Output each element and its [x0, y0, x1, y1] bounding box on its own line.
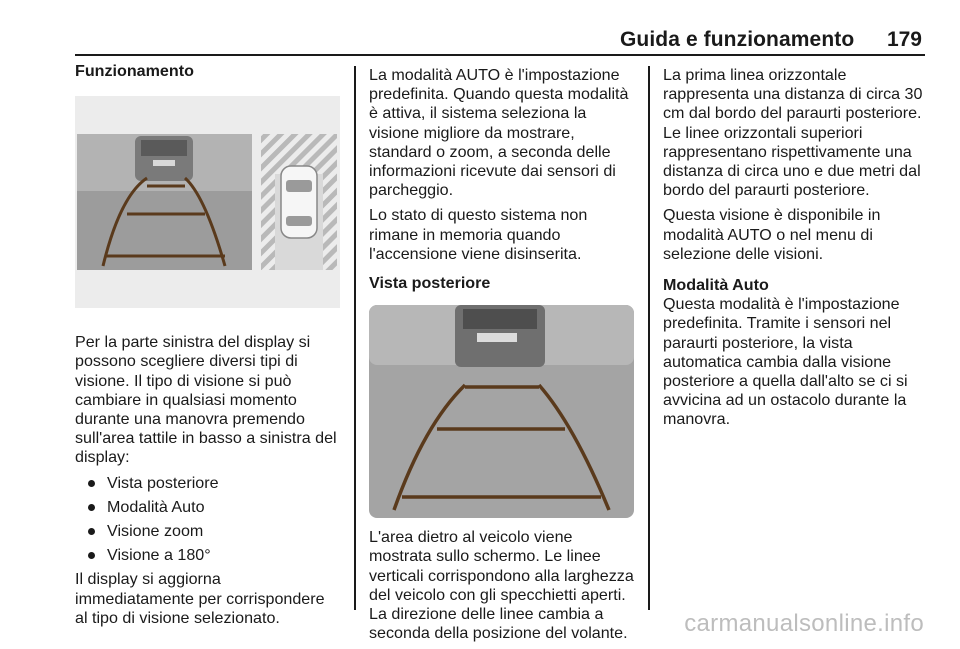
column-3	[663, 66, 929, 436]
column-2	[369, 66, 635, 649]
rear-view-camera-figure	[369, 305, 634, 518]
camera-display-figure	[75, 96, 340, 308]
paragraph: Per la parte sinistra del display si possono scegliere diversi tipi di visione. Il tipo di visione si può cambiare in qualsiasi momento durante una manovra premendo sull'area tattile in basso a sinistra del display:	[75, 333, 337, 467]
section-heading-modalita-auto: Modalità Auto	[663, 276, 769, 295]
paragraph: L'area dietro al veicolo viene mostrata sullo schermo. Le linee verticali corrispondono alla larghezza del veicolo con gli specchietti aperti. La direzione delle linee cambia a seconda della posizione del volante.	[369, 528, 634, 643]
camera-display-illustration	[75, 96, 340, 308]
column-divider	[354, 66, 356, 610]
section-heading-funzionamento: Funzionamento	[75, 62, 194, 80]
column-divider	[648, 66, 650, 610]
list-item: Visione zoom	[75, 522, 340, 541]
paragraph: Lo stato di questo sistema non rimane in memoria quando l'accensione viene disinserita.	[369, 206, 588, 263]
list-item: Visione a 180°	[75, 546, 340, 565]
list-item: Vista posteriore	[75, 474, 340, 493]
header-title: Guida e funzionamento	[620, 28, 855, 51]
paragraph: Questa visione è disponibile in modalità AUTO o nel menu di selezione delle visioni.	[663, 206, 881, 263]
header-divider	[75, 54, 925, 56]
list-item: Modalità Auto	[75, 498, 340, 517]
watermark: carmanualsonline.info	[684, 610, 924, 637]
paragraph: Il display si aggiorna immediatamente per corrispondere al tipo di visione selezionato.	[75, 570, 325, 627]
view-options-list	[75, 474, 340, 566]
page-number: 179	[886, 28, 922, 51]
section-heading-vista-posteriore: Vista posteriore	[369, 274, 491, 293]
paragraph: Questa modalità è l'impostazione predefinita. Tramite i sensori nel paraurti posteriore, la vista automatica cambia dalla visione posteriore a quella dall'alto se ci si avvicina ad un ostacolo durante la manovra.	[663, 295, 908, 429]
paragraph: La modalità AUTO è l'impostazione predefinita. Quando questa modalità è attiva, il sistema seleziona la visione migliore da mostrare, standard o zoom, a seconda delle informazioni ricevute dai sensori di parcheggio.	[369, 66, 629, 200]
paragraph: La prima linea orizzontale rappresenta una distanza di circa 30 cm dal bordo del paraurti posteriore. Le linee orizzontali superiori rappresentano rispettivamente una distanza di circa uno e due metri dal bordo del paraurti posteriore.	[663, 66, 923, 200]
